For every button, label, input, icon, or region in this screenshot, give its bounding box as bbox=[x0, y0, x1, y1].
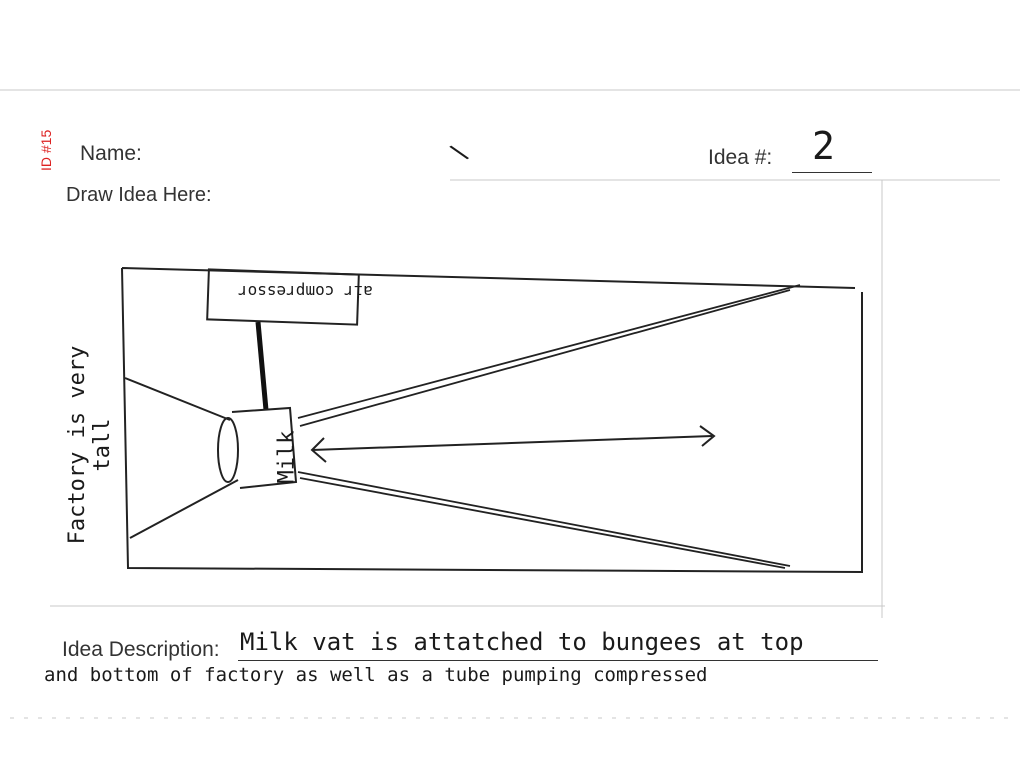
description-rule-1 bbox=[238, 660, 878, 661]
name-label: Name: bbox=[80, 142, 142, 165]
description-line-2: and bottom of factory as well as a tube pumping compressed bbox=[44, 664, 708, 686]
bungee-right-top bbox=[298, 285, 800, 426]
draw-label: Draw Idea Here: bbox=[66, 184, 212, 203]
compressor-tube bbox=[258, 322, 266, 410]
factory-side-note: Factory is very tall bbox=[65, 345, 115, 545]
vat-end bbox=[218, 418, 238, 482]
idea-number-label: Idea #: bbox=[708, 146, 773, 169]
motion-arrow-shaft bbox=[312, 436, 712, 450]
description-line-1: Milk vat is attatched to bungees at top bbox=[240, 628, 804, 656]
compressor-label: air compressor bbox=[238, 282, 373, 301]
description-label: Idea Description: bbox=[62, 638, 220, 661]
bungee-left-bottom bbox=[130, 480, 238, 538]
bungee-left-top bbox=[125, 378, 230, 420]
name-value: \ bbox=[445, 136, 473, 168]
bungee-right-bottom bbox=[298, 472, 790, 568]
vat-label: Milk bbox=[274, 430, 300, 484]
factory-outline bbox=[122, 268, 862, 572]
id-stamp: ID #15 bbox=[38, 129, 54, 171]
idea-number-value: 2 bbox=[812, 124, 835, 168]
